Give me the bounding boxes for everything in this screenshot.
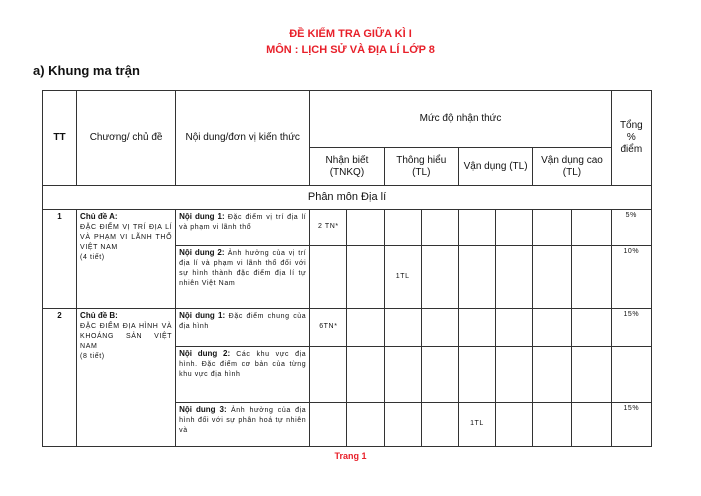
nhan-biet-cell (310, 403, 347, 447)
document-subject: MÔN : LỊCH SỬ VÀ ĐỊA LÍ LỚP 8 (266, 44, 435, 56)
nhan-biet-cell: 6TN* (310, 309, 347, 347)
content-title: Nội dung 2: (179, 349, 231, 358)
header-levels: Mức độ nhận thức (310, 91, 611, 148)
header-van-dung-cao: Vận dụng cao (TL) (533, 148, 611, 186)
content-title: Nội dung 1: (179, 212, 225, 221)
topic-number: 2 (43, 309, 77, 447)
van-dung-cell (458, 210, 495, 246)
header-content: Nội dung/đơn vị kiến thức (176, 91, 310, 186)
page-footer (0, 451, 701, 461)
header-thong-hieu: Thông hiểu (TL) (384, 148, 458, 186)
percent-cell (611, 347, 651, 403)
page-label: Trang (334, 451, 359, 461)
content-cell (176, 210, 310, 246)
topic-cell (77, 309, 176, 447)
thong-hieu-cell (384, 210, 421, 246)
header-tt: TT (43, 91, 77, 186)
page-number: 1 (361, 451, 367, 461)
van-dung-cell: 1TL (458, 403, 495, 447)
header-chapter: Chương/ chủ đề (77, 91, 176, 186)
topic-description: ĐẶC ĐIỂM ĐỊA HÌNH VÀ KHOÁNG SẢN VIỆT NAM (80, 322, 173, 350)
topic-periods: (4 tiết) (80, 254, 105, 262)
van-dung-cell (458, 309, 495, 347)
percent-cell: 15% (611, 403, 651, 447)
content-cell (176, 309, 310, 347)
content-title: Nội dung 3: (179, 405, 227, 414)
content-title: Nội dung 1: (179, 311, 226, 320)
thong-hieu-cell: 1TL (384, 246, 421, 309)
percent-cell: 5% (611, 210, 651, 246)
topic-title: Chủ đề A: (80, 212, 118, 221)
content-title: Nội dung 2: (179, 248, 225, 257)
content-text: Đặc điểm chung của địa hình (179, 313, 307, 331)
thong-hieu-cell (384, 403, 421, 447)
header-van-dung: Vận dụng (TL) (458, 148, 532, 186)
document-title: ĐỀ KIỂM TRA GIỮA KÌ I (289, 28, 412, 40)
content-cell (176, 246, 310, 309)
content-cell (176, 403, 310, 447)
content-text: Đặc điểm vị trí địa lí và phạm vi lãnh thổ (179, 214, 307, 232)
percent-cell: 15% (611, 309, 651, 347)
van-dung-cell (458, 347, 495, 403)
header-nhan-biet: Nhận biết (TNKQ) (310, 148, 384, 186)
topic-title: Chủ đề B: (80, 311, 118, 320)
matrix-table (42, 90, 652, 447)
topic-number: 1 (43, 210, 77, 309)
topic-cell (77, 210, 176, 309)
nhan-biet-cell: 2 TN* (310, 210, 347, 246)
content-text: Ảnh hưởng của vị trí địa lí và phạm vi lãnh thổ đối với sự hình thành đặc điểm địa lí tự nhiên Việt Nam (179, 250, 307, 288)
nhan-biet-cell (310, 347, 347, 403)
content-cell (176, 347, 310, 403)
thong-hieu-cell (384, 347, 421, 403)
content-text: Ảnh hưởng của địa hình đối với sự phân hoá tự nhiên và (179, 407, 307, 435)
content-text: Các khu vực địa hình. Đặc điểm cơ bản của từng khu vực địa hình (179, 351, 307, 379)
nhan-biet-cell (310, 246, 347, 309)
van-dung-cell (458, 246, 495, 309)
percent-cell: 10% (611, 246, 651, 309)
topic-periods: (8 tiết) (80, 353, 105, 361)
section-row: Phân môn Địa lí (43, 186, 652, 210)
topic-description: ĐẶC ĐIỂM VỊ TRÍ ĐỊA LÍ VÀ PHẠM VI LÃNH THỔ VIỆT NAM (80, 223, 173, 251)
section-title: a) Khung ma trận (33, 63, 140, 78)
header-total: Tổng % điểm (611, 91, 651, 186)
thong-hieu-cell (384, 309, 421, 347)
